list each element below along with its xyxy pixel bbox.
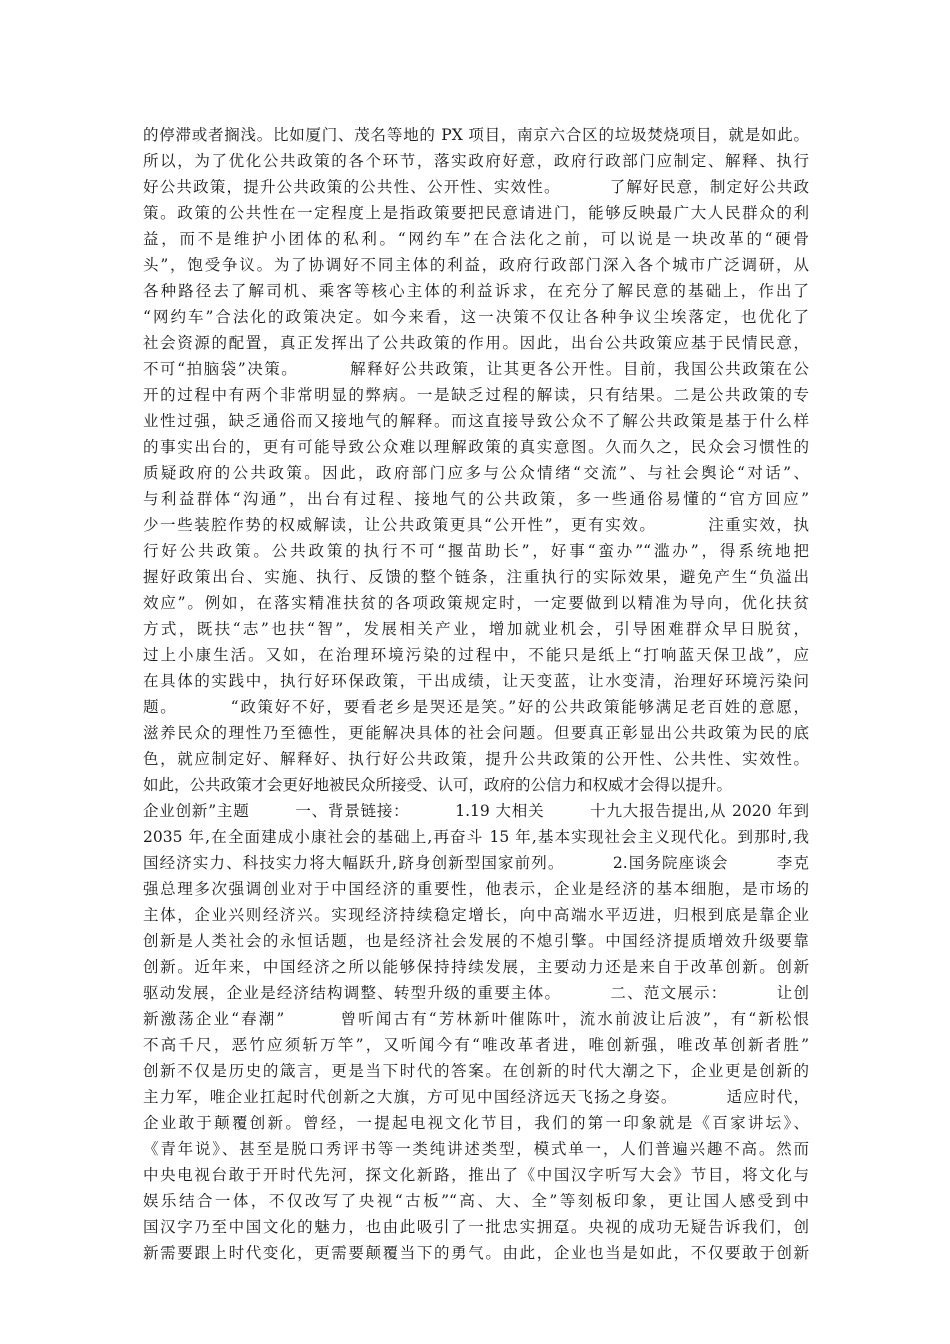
text-line: 创新是人类社会的永恒话题，也是经济社会发展的不熄引擎。中国经济提质增效升级要靠 (143, 932, 809, 950)
text-line: 色，就应制定好、解释好、执行好公共政策，提升公共政策的公开性、公共性、实效性。 (143, 750, 809, 768)
text-line: 2035 年,在全面建成小康社会的基础上,再奋斗 15 年,基本实现社会主义现代化。到那时,我 (143, 828, 809, 846)
text-line: 好公共政策，提升公共政策的公共性、公开性、实效性。 了解好民意，制定好公共政 (143, 178, 809, 196)
text-line: 开的过程中有两个非常明显的弊病。一是缺乏过程的解读，只有结果。二是公共政策的专 (143, 386, 809, 404)
text-line: 驱动发展，企业是经济结构调整、转型升级的重要主体。 二、范文展示： 让创 (143, 984, 809, 1002)
text-line: 主体，企业兴则经济兴。实现经济持续稳定增长，向中高端水平迈进，归根到底是靠企业 (143, 906, 809, 924)
text-line: 握好政策出台、实施、执行、反馈的整个链条，注重执行的实际效果，避免产生“负溢出 (143, 568, 809, 586)
text-line: 企业敢于颠覆创新。曾经，一提起电视文化节目，我们的第一印象就是《百家讲坛》、 (143, 1114, 809, 1132)
text-line: 主力军，唯企业扛起时代创新之大旗，方可见中国经济远天飞扬之身姿。 适应时代， (143, 1088, 809, 1106)
text-line: 创新。近年来，中国经济之所以能够保持持续发展，主要动力还是来自于改革创新。创新 (143, 958, 809, 976)
text-line: 创新不仅是历史的箴言，更是当下时代的答案。在创新的时代大潮之下，企业更是创新的 (143, 1062, 809, 1080)
text-line: 头”，饱受争议。为了协调好不同主体的利益，政府行政部门深入各个城市广泛调研，从 (143, 256, 809, 274)
text-line: 不可“拍脑袋”决策。 解释好公共政策，让其更各公开性。目前，我国公共政策在公 (143, 360, 809, 378)
text-line: 少一些装腔作势的权威解读，让公共政策更具“公开性”，更有实效。 注重实效，执 (143, 516, 809, 534)
text-line: 社会资源的配置，真正发挥出了公共政策的作用。因此，出台公共政策应基于民情民意， (143, 334, 809, 352)
text-line: 与利益群体“沟通”，出台有过程、接地气的公共政策，多一些通俗易懂的“官方回应” (143, 490, 809, 508)
text-line: 强总理多次强调创业对于中国经济的重要性，他表示，企业是经济的基本细胞，是市场的 (143, 880, 809, 898)
text-line: 《青年说》、甚至是脱口秀评书等一类纯讲述类型，模式单一，人们普遍兴趣不高。然而 (143, 1140, 809, 1158)
text-line: 新激荡企业“春潮” 曾听闻古有“芳林新叶催陈叶，流水前波让后波”，有“新松恨 (143, 1010, 809, 1028)
text-line: 国汉字乃至中国文化的魅力，也由此吸引了一批忠实拥趸。央视的成功无疑告诉我们，创 (143, 1218, 809, 1236)
text-line: 方式，既扶“志”也扶“智”，发展相关产业，增加就业机会，引导困难群众早日脱贫， (143, 620, 809, 638)
text-line: 益，而不是维护小团体的私利。“网约车”在合法化之前，可以说是一块改革的“硬骨 (143, 230, 809, 248)
text-line: 在具体的实践中，执行好环保政策，干出成绩，让天变蓝，让水变清，治理好环境污染问 (143, 672, 809, 690)
text-line: 娱乐结合一体，不仅改写了央视“古板”“高、大、全”等刻板印象，更让国人感受到中 (143, 1192, 809, 1210)
text-line: 题。 “政策好不好，要看老乡是哭还是笑。”好的公共政策能够满足老百姓的意愿， (143, 698, 809, 716)
text-line: 所以，为了优化公共政策的各个环节，落实政府好意，政府行政部门应制定、解释、执行 (143, 152, 809, 170)
text-line: 如此，公共政策才会更好地被民众所接受、认可，政府的公信力和权威才会得以提升。 (143, 776, 733, 794)
text-line: 的事实出台的，更有可能导致公众难以理解政策的真实意图。久而久之，民众会习惯性的 (143, 438, 809, 456)
text-line: 策。政策的公共性在一定程度上是指政策要把民意请进门，能够反映最广大人民群众的利 (143, 204, 809, 222)
text-line: 质疑政府的公共政策。因此，政府部门应多与公众情绪“交流”、与社会舆论“对话”、 (143, 464, 809, 482)
text-line: 不高千尺，恶竹应须斩万竿”，又听闻今有“唯改革者进，唯创新强，唯改革创新者胜” (143, 1036, 809, 1054)
text-line: “网约车”合法化的政策决定。如今来看，这一决策不仅让各种争议尘埃落定，也优化了 (143, 308, 809, 326)
body-text (143, 122, 809, 1266)
text-line: 的停滞或者搁浅。比如厦门、茂名等地的 PX 项目，南京六合区的垃圾焚烧项目，就是如此。 (143, 126, 809, 144)
text-line: 过上小康生活。又如，在治理环境污染的过程中，不能只是纸上“打响蓝天保卫战”，应 (143, 646, 809, 664)
text-line: 新需要跟上时代变化，更需要颠覆当下的勇气。由此，企业也当是如此，不仅要敢于创新 (143, 1244, 809, 1262)
text-line: 业性过强，缺乏通俗而又接地气的解释。而这直接导致公众不了解公共政策是基于什么样 (143, 412, 809, 430)
text-line: 行好公共政策。公共政策的执行不可“揠苗助长”，好事“蛮办”“滥办”，得系统地把 (143, 542, 809, 560)
text-line: 企业创新”主题 一、背景链接： 1.19 大相关 十九大报告提出,从 2020 年到 (143, 802, 809, 820)
text-line: 滋养民众的理性乃至德性，更能解决具体的社会问题。但要真正彰显出公共政策为民的底 (143, 724, 809, 742)
text-line: 国经济实力、科技实力将大幅跃升,跻身创新型国家前列。 2.国务院座谈会 李克 (143, 854, 809, 872)
text-line: 效应”。例如，在落实精准扶贫的各项政策规定时，一定要做到以精准为导向，优化扶贫 (143, 594, 809, 612)
text-line: 中央电视台敢于开时代先河，探文化新路，推出了《中国汉字听写大会》节目，将文化与 (143, 1166, 809, 1184)
text-line: 各种路径去了解司机、乘客等核心主体的利益诉求，在充分了解民意的基础上，作出了 (143, 282, 809, 300)
